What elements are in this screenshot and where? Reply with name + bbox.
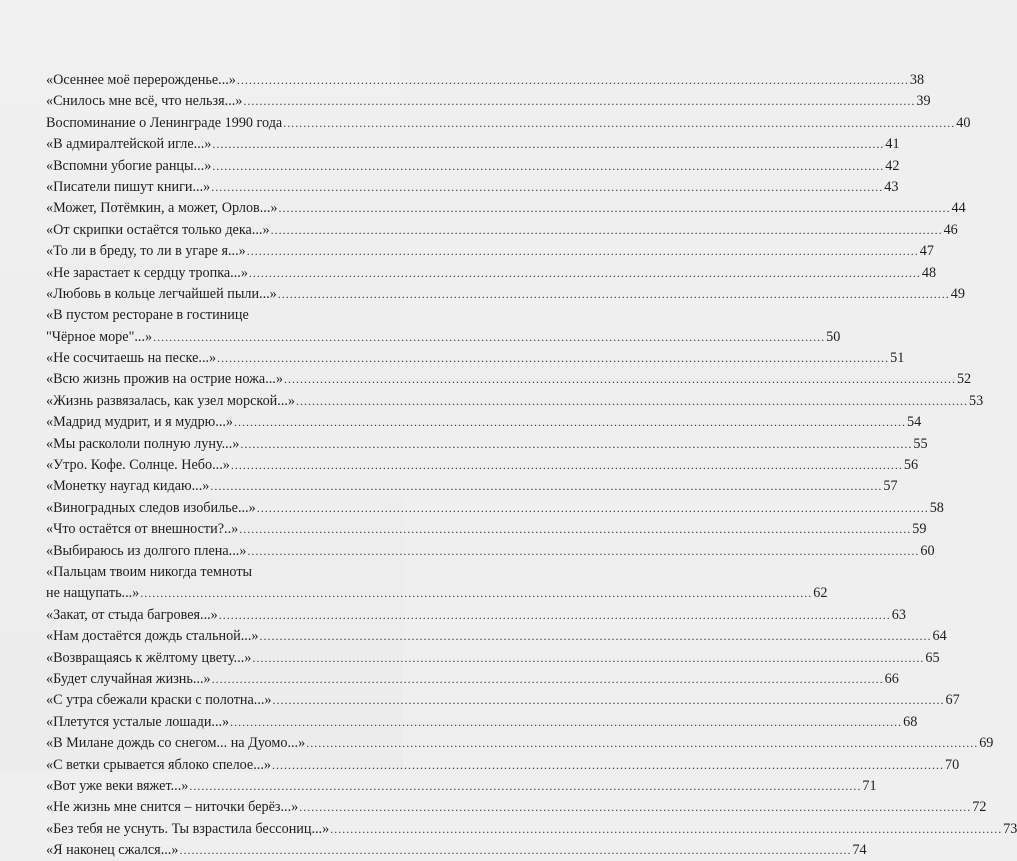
dot-leader bbox=[273, 690, 945, 711]
toc-entry-title: «Мадрид мудрит, и я мудрю...» bbox=[46, 414, 234, 431]
toc-page-number: 65 bbox=[925, 649, 940, 666]
toc-entry-title: «Не зарастает к сердцу тропка...» bbox=[46, 264, 248, 281]
toc-page-number: 64 bbox=[932, 628, 947, 645]
toc-entry-title: «Я наконец сжался...» bbox=[46, 842, 179, 859]
dot-leader bbox=[283, 113, 955, 134]
toc-entry bbox=[46, 305, 356, 326]
toc-page-number: 72 bbox=[972, 799, 987, 816]
toc-page-number: 42 bbox=[885, 157, 900, 174]
toc-page-number: 74 bbox=[852, 842, 867, 859]
toc-page-number: 44 bbox=[951, 200, 966, 217]
toc-page-number: 43 bbox=[884, 178, 899, 195]
toc-entry-title: Воспоминание о Ленинграде 1990 года bbox=[46, 114, 283, 131]
toc-entry-title: не нащупать...» bbox=[46, 585, 140, 602]
toc-entry bbox=[46, 369, 972, 390]
toc-entry-title: «Осеннее моё перерожденье...» bbox=[46, 72, 236, 88]
toc-page-number: 39 bbox=[916, 93, 931, 110]
toc-page-number: 41 bbox=[885, 136, 900, 153]
toc-entry bbox=[46, 198, 966, 219]
toc-entry-title: «Не жизнь мне снится – ниточки берёз...» bbox=[46, 799, 299, 816]
toc-page-number: 62 bbox=[813, 585, 828, 602]
toc-entry-title: «Мы раскололи полную луну...» bbox=[46, 435, 240, 452]
toc-entry bbox=[46, 626, 947, 647]
dot-leader bbox=[240, 434, 912, 455]
toc-entry-title: «Без тебя не уснуть. Ты взрастила бессониц...» bbox=[46, 820, 330, 837]
toc-page-number: 52 bbox=[956, 371, 972, 388]
toc-page-number: 51 bbox=[890, 350, 905, 367]
dot-leader bbox=[212, 156, 884, 177]
toc-page-number: 58 bbox=[929, 499, 944, 516]
dot-leader bbox=[237, 70, 909, 91]
toc-page-number: 57 bbox=[883, 478, 898, 495]
toc-entry bbox=[46, 541, 935, 562]
dot-leader bbox=[279, 198, 951, 219]
toc-page-number: 67 bbox=[945, 692, 960, 709]
toc-entry-title: «В Милане дождь со снегом... на Дуомо...» bbox=[46, 735, 306, 752]
toc-entry bbox=[46, 648, 940, 669]
dot-leader bbox=[217, 348, 889, 369]
toc-entry bbox=[46, 519, 927, 540]
toc-entry bbox=[46, 327, 841, 348]
toc-entry bbox=[46, 70, 925, 91]
toc-entry bbox=[46, 241, 934, 262]
dot-leader bbox=[230, 712, 902, 733]
toc-entry-title: «То ли в бреду, то ли в угаре я...» bbox=[46, 243, 246, 260]
toc-page-number: 47 bbox=[919, 243, 934, 260]
toc-page-number: 59 bbox=[912, 521, 927, 538]
toc-entry bbox=[46, 91, 931, 112]
toc-entry-title: «Нам достаётся дождь стальной...» bbox=[46, 628, 259, 645]
toc-page-number: 53 bbox=[969, 392, 984, 409]
dot-leader bbox=[249, 263, 921, 284]
toc-entry-title: «Снилось мне всё, что нельзя...» bbox=[46, 93, 243, 110]
toc-entry bbox=[46, 669, 899, 690]
toc-entry-title: «Плетутся усталые лошади...» bbox=[46, 713, 230, 730]
dot-leader bbox=[272, 755, 944, 776]
toc-entry bbox=[46, 177, 899, 198]
dot-leader bbox=[252, 648, 924, 669]
toc-page-number: 69 bbox=[979, 735, 994, 752]
dot-leader bbox=[212, 134, 884, 155]
dot-leader bbox=[247, 241, 919, 262]
toc-entry bbox=[46, 476, 898, 497]
toc-entry-title: «Возвращаясь к жёлтому цвету...» bbox=[46, 649, 252, 666]
toc-entry bbox=[46, 605, 906, 626]
dot-leader bbox=[179, 840, 851, 861]
toc-entry-title: «С утра сбежали краски с полотна...» bbox=[46, 692, 272, 709]
toc-page-number: 63 bbox=[891, 606, 906, 623]
dot-leader bbox=[284, 369, 956, 390]
dot-leader bbox=[278, 284, 950, 305]
toc-entry bbox=[46, 156, 900, 177]
toc-entry bbox=[46, 284, 965, 305]
toc-entry bbox=[46, 113, 971, 134]
toc-entry-title: «Не сосчитаешь на песке...» bbox=[46, 350, 217, 367]
toc-entry-title: «Монетку наугад кидаю...» bbox=[46, 478, 210, 495]
toc-entry bbox=[46, 583, 828, 604]
toc-page-number: 68 bbox=[903, 713, 918, 730]
toc-entry bbox=[46, 348, 905, 369]
toc-page-number: 48 bbox=[921, 264, 937, 281]
toc-entry-title: «Что остаётся от внешности?..» bbox=[46, 521, 239, 538]
toc-entry bbox=[46, 562, 356, 583]
toc-entry-title: «Пальцам твоим никогда темноты bbox=[46, 563, 253, 580]
toc-entry bbox=[46, 755, 960, 776]
toc-entry-title: «Вспомни убогие ранцы...» bbox=[46, 157, 212, 174]
toc-entry-title: «Всю жизнь прожив на острие ножа...» bbox=[46, 371, 283, 388]
dot-leader bbox=[296, 391, 968, 412]
dot-leader bbox=[271, 220, 943, 241]
toc-entry bbox=[46, 819, 1017, 840]
dot-leader bbox=[306, 733, 978, 754]
toc-page-number: 38 bbox=[909, 72, 925, 88]
dot-leader bbox=[153, 327, 825, 348]
toc-entry bbox=[46, 733, 994, 754]
toc-page-number: 46 bbox=[943, 221, 958, 238]
dot-leader bbox=[189, 776, 861, 797]
dot-leader bbox=[231, 455, 903, 476]
dot-leader bbox=[239, 519, 911, 540]
toc-entry-title: «В адмиралтейской игле...» bbox=[46, 136, 212, 153]
toc-page-number: 49 bbox=[950, 285, 965, 302]
toc-page-number: 66 bbox=[884, 670, 899, 687]
dot-leader bbox=[219, 605, 891, 626]
toc-entry bbox=[46, 220, 958, 241]
toc-entry-title: "Чёрное море"...» bbox=[46, 328, 153, 345]
toc-entry bbox=[46, 690, 960, 711]
toc-entry-title: «Жизнь развязалась, как узел морской...» bbox=[46, 392, 296, 409]
toc-entry bbox=[46, 776, 877, 797]
toc-entry-title: «От скрипки остаётся только дека...» bbox=[46, 221, 270, 238]
dot-leader bbox=[243, 91, 915, 112]
toc-entry-title: «Любовь в кольце легчайшей пыли...» bbox=[46, 285, 277, 302]
toc-entry bbox=[46, 391, 984, 412]
toc-page-number: 55 bbox=[913, 435, 928, 452]
toc-page-number: 73 bbox=[1003, 820, 1017, 837]
table-of-contents bbox=[46, 70, 1017, 861]
toc-page-number: 70 bbox=[944, 756, 960, 773]
toc-entry-title: «Писатели пишут книги...» bbox=[46, 178, 211, 195]
dot-leader bbox=[210, 476, 882, 497]
toc-entry-title: «Может, Потёмкин, а может, Орлов...» bbox=[46, 200, 278, 217]
dot-leader bbox=[140, 583, 812, 604]
dot-leader bbox=[299, 797, 971, 818]
toc-entry bbox=[46, 412, 922, 433]
toc-page-number: 50 bbox=[826, 328, 841, 345]
toc-entry-title: «Будет случайная жизнь...» bbox=[46, 670, 211, 687]
dot-leader bbox=[234, 412, 906, 433]
toc-page-number: 56 bbox=[903, 457, 919, 474]
toc-entry bbox=[46, 434, 928, 455]
toc-entry bbox=[46, 840, 867, 861]
toc-page-number: 60 bbox=[920, 542, 935, 559]
toc-page-number: 40 bbox=[956, 114, 971, 131]
toc-entry-title: «Виноградных следов изобилье...» bbox=[46, 499, 256, 516]
toc-entry bbox=[46, 455, 919, 476]
toc-page-number: 71 bbox=[862, 777, 877, 794]
toc-entry bbox=[46, 797, 987, 818]
toc-entry bbox=[46, 712, 918, 733]
dot-leader bbox=[247, 541, 919, 562]
toc-entry bbox=[46, 498, 944, 519]
toc-entry-title: «В пустом ресторане в гостинице bbox=[46, 307, 249, 324]
toc-entry bbox=[46, 134, 900, 155]
toc-page-number: 54 bbox=[907, 414, 922, 431]
dot-leader bbox=[212, 669, 884, 690]
toc-entry-title: «С ветки срывается яблоко спелое...» bbox=[46, 756, 271, 773]
toc-entry-title: «Выбираюсь из долгого плена...» bbox=[46, 542, 247, 559]
dot-leader bbox=[257, 498, 929, 519]
dot-leader bbox=[260, 626, 932, 647]
dot-leader bbox=[211, 177, 883, 198]
toc-entry bbox=[46, 263, 937, 284]
toc-entry-title: «Утро. Кофе. Солнце. Небо...» bbox=[46, 457, 230, 474]
dot-leader bbox=[330, 819, 1002, 840]
toc-entry-title: «Вот уже веки вяжет...» bbox=[46, 777, 189, 794]
toc-entry-title: «Закат, от стыда багровея...» bbox=[46, 606, 218, 623]
